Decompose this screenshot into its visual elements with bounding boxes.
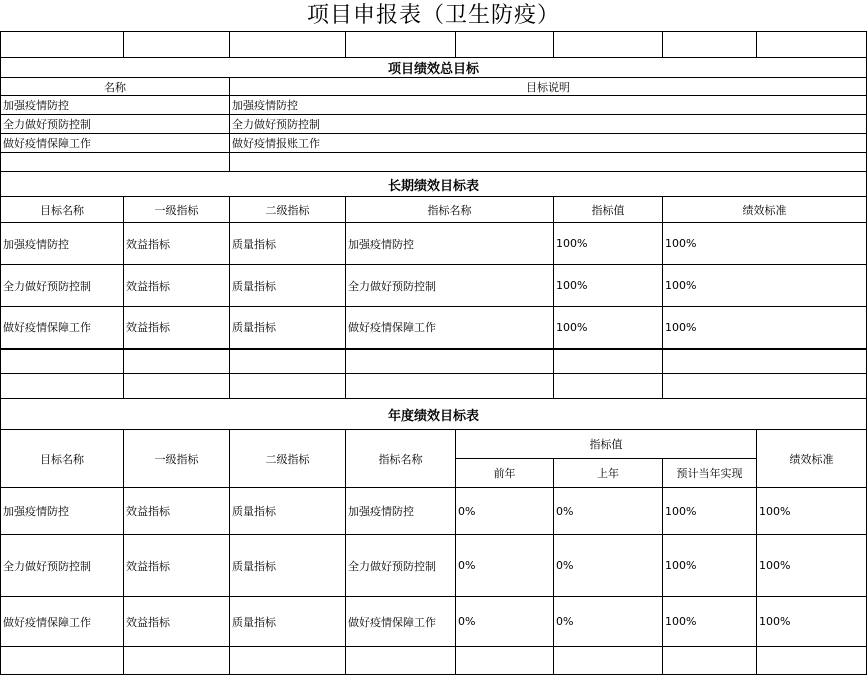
cell[interactable] (346, 32, 456, 58)
an-prev1-cell[interactable]: 0% (554, 597, 663, 647)
cell[interactable] (124, 647, 230, 675)
an-goal-cell[interactable]: 做好疫情保障工作 (1, 597, 124, 647)
an-l1-cell[interactable]: 效益指标 (124, 597, 230, 647)
cell[interactable] (124, 349, 230, 374)
cell[interactable] (124, 32, 230, 58)
cell[interactable] (757, 32, 867, 58)
an-standard-cell[interactable]: 100% (757, 597, 867, 647)
cell[interactable] (230, 153, 867, 172)
lt-header-l1: 一级指标 (124, 197, 230, 223)
overall-row (1, 96, 867, 115)
lt-goal-cell[interactable]: 做好疫情保障工作 (1, 307, 124, 349)
cell[interactable] (663, 374, 867, 399)
an-l2-cell[interactable]: 质量指标 (230, 488, 346, 535)
overall-heading: 项目绩效总目标 (1, 58, 867, 78)
an-header-prev2: 前年 (456, 459, 554, 488)
lt-header-goal: 目标名称 (1, 197, 124, 223)
long-term-header-row (1, 197, 867, 223)
lt-l1-cell[interactable]: 效益指标 (124, 223, 230, 265)
cell[interactable] (346, 349, 554, 374)
an-indicator-cell[interactable]: 做好疫情保障工作 (346, 597, 456, 647)
cell[interactable] (1, 32, 124, 58)
annual-row (1, 488, 867, 535)
long-term-heading: 长期绩效目标表 (1, 172, 867, 197)
overall-desc-cell[interactable]: 做好疫情报账工作 (230, 134, 867, 153)
cell[interactable] (456, 647, 554, 675)
lt-standard-cell[interactable]: 100% (663, 307, 867, 349)
cell[interactable] (554, 374, 663, 399)
cell[interactable] (124, 374, 230, 399)
lt-l2-cell[interactable]: 质量指标 (230, 223, 346, 265)
an-header-indicator: 指标名称 (346, 430, 456, 488)
lt-indicator-cell[interactable]: 加强疫情防控 (346, 223, 554, 265)
cell[interactable] (230, 32, 346, 58)
an-header-value-group: 指标值 (456, 430, 757, 459)
lt-header-indicator: 指标名称 (346, 197, 554, 223)
lt-value-cell[interactable]: 100% (554, 265, 663, 307)
cell[interactable] (1, 374, 124, 399)
long-term-blank-row (1, 349, 867, 374)
lt-value-cell[interactable]: 100% (554, 223, 663, 265)
cell[interactable] (230, 374, 346, 399)
lt-l1-cell[interactable]: 效益指标 (124, 307, 230, 349)
an-forecast-cell[interactable]: 100% (663, 597, 757, 647)
overall-blank-row (1, 153, 867, 172)
long-term-row (1, 307, 867, 349)
cell[interactable] (757, 647, 867, 675)
overall-row (1, 134, 867, 153)
lt-standard-cell[interactable]: 100% (663, 223, 867, 265)
an-prev1-cell[interactable]: 0% (554, 488, 663, 535)
annual-row (1, 535, 867, 597)
cell[interactable] (346, 374, 554, 399)
an-header-standard: 绩效标准 (757, 430, 867, 488)
lt-indicator-cell[interactable]: 做好疫情保障工作 (346, 307, 554, 349)
overall-col-name: 名称 (1, 78, 230, 96)
cell[interactable] (663, 349, 867, 374)
overall-desc-cell[interactable]: 加强疫情防控 (230, 96, 867, 115)
cell[interactable] (554, 349, 663, 374)
an-l1-cell[interactable]: 效益指标 (124, 488, 230, 535)
lt-indicator-cell[interactable]: 全力做好预防控制 (346, 265, 554, 307)
lt-l2-cell[interactable]: 质量指标 (230, 265, 346, 307)
lt-l2-cell[interactable]: 质量指标 (230, 307, 346, 349)
an-goal-cell[interactable]: 全力做好预防控制 (1, 535, 124, 597)
an-prev1-cell[interactable]: 0% (554, 535, 663, 597)
an-forecast-cell[interactable]: 100% (663, 488, 757, 535)
overall-name-cell[interactable]: 做好疫情保障工作 (1, 134, 230, 153)
an-header-forecast: 预计当年实现 (663, 459, 757, 488)
cell[interactable] (1, 153, 230, 172)
an-prev2-cell[interactable]: 0% (456, 488, 554, 535)
cell[interactable] (554, 32, 663, 58)
overall-name-cell[interactable]: 加强疫情防控 (1, 96, 230, 115)
cell[interactable] (663, 647, 757, 675)
overall-header-row (1, 78, 867, 96)
page-title: 项目申报表（卫生防疫） (306, 3, 560, 28)
cell[interactable] (230, 647, 346, 675)
long-term-row (1, 223, 867, 265)
an-header-l2: 二级指标 (230, 430, 346, 488)
annual-blank-row (1, 647, 867, 675)
lt-goal-cell[interactable]: 加强疫情防控 (1, 223, 124, 265)
lt-header-l2: 二级指标 (230, 197, 346, 223)
an-header-goal: 目标名称 (1, 430, 124, 488)
long-term-row (1, 265, 867, 307)
declaration-sheet (0, 31, 867, 675)
an-header-l1: 一级指标 (124, 430, 230, 488)
an-l2-cell[interactable]: 质量指标 (230, 597, 346, 647)
overall-row (1, 115, 867, 134)
cell[interactable] (663, 32, 757, 58)
cell[interactable] (456, 32, 554, 58)
an-l2-cell[interactable]: 质量指标 (230, 535, 346, 597)
overall-name-cell[interactable]: 全力做好预防控制 (1, 115, 230, 134)
cell[interactable] (230, 349, 346, 374)
an-header-prev1: 上年 (554, 459, 663, 488)
an-indicator-cell[interactable]: 全力做好预防控制 (346, 535, 456, 597)
lt-standard-cell[interactable]: 100% (663, 265, 867, 307)
an-standard-cell[interactable]: 100% (757, 535, 867, 597)
overall-desc-cell[interactable]: 全力做好预防控制 (230, 115, 867, 134)
overall-col-desc: 目标说明 (230, 78, 867, 96)
lt-goal-cell[interactable]: 全力做好预防控制 (1, 265, 124, 307)
an-l1-cell[interactable]: 效益指标 (124, 535, 230, 597)
an-indicator-cell[interactable]: 加强疫情防控 (346, 488, 456, 535)
lt-header-standard: 绩效标准 (663, 197, 867, 223)
an-prev2-cell[interactable]: 0% (456, 597, 554, 647)
cell[interactable] (1, 647, 124, 675)
blank-row (1, 32, 867, 58)
an-prev2-cell[interactable]: 0% (456, 535, 554, 597)
long-term-blank-row (1, 374, 867, 399)
cell[interactable] (1, 349, 124, 374)
cell[interactable] (554, 647, 663, 675)
annual-row (1, 597, 867, 647)
annual-header-row (1, 430, 867, 459)
an-forecast-cell[interactable]: 100% (663, 535, 757, 597)
annual-heading: 年度绩效目标表 (1, 399, 867, 430)
lt-value-cell[interactable]: 100% (554, 307, 663, 349)
an-standard-cell[interactable]: 100% (757, 488, 867, 535)
lt-header-value: 指标值 (554, 197, 663, 223)
an-goal-cell[interactable]: 加强疫情防控 (1, 488, 124, 535)
lt-l1-cell[interactable]: 效益指标 (124, 265, 230, 307)
cell[interactable] (346, 647, 456, 675)
